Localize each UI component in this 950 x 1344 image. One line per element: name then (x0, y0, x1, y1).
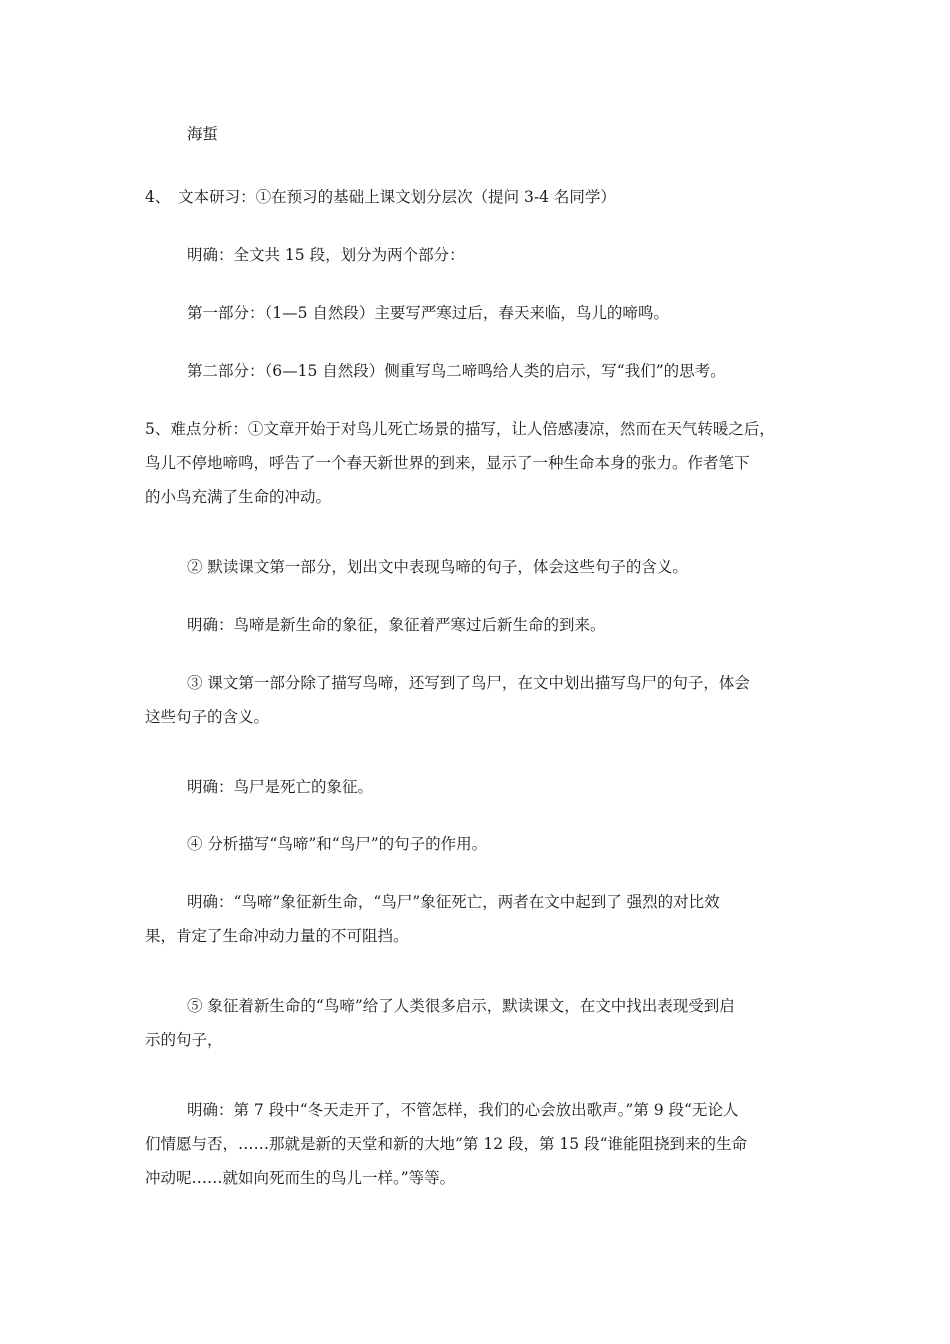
text-line: 明确：全文共 15 段，划分为两个部分： (187, 246, 465, 264)
paragraph-answer-quotes (145, 1093, 810, 1195)
paragraph-answer-contrast (145, 885, 810, 953)
text-line: 第二部分：（6—15 自然段）侧重写鸟二啼鸣给人类的启示，写“我们”的思考。 (187, 362, 726, 380)
text-line: 明确：鸟啼是新生命的象征，象征着严寒过后新生命的到来。 (187, 616, 606, 634)
text-line: ⑤ 象征着新生命的“鸟啼”给了人类很多启示，默读课文，在文中找出表现受到启 (187, 997, 735, 1015)
paragraph-difficulty-analysis (145, 412, 810, 514)
text-line: 果，肯定了生命冲动力量的不可阻挡。 (145, 927, 409, 945)
text-line: 明确：鸟尸是死亡的象征。 (187, 778, 374, 796)
paragraph-task-three (145, 666, 810, 734)
text-line: 明确：第 7 段中“冬天走开了，不管怎样，我们的心会放出歌声。”第 9 段“无论人 (187, 1101, 739, 1119)
text-line: 海蜇 (187, 125, 219, 143)
text-line: 们情愿与否，……那就是新的天堂和新的大地”第 12 段，第 15 段“谁能阻挠到来的生命 (145, 1135, 748, 1153)
paragraph-part-two (145, 354, 810, 388)
paragraph-task-two (145, 550, 810, 584)
text-line: 第一部分：（1—5 自然段）主要写严寒过后，春天来临，鸟儿的啼鸣。 (187, 304, 669, 322)
paragraph-task-four (145, 827, 810, 861)
paragraph-text-study (145, 180, 810, 214)
paragraph-jellyfish (145, 117, 810, 151)
paragraph-answer-bird-song (145, 608, 810, 642)
text-line: 4、 文本研习：①在预习的基础上课文划分层次（提问 3-4 名同学） (145, 188, 616, 206)
text-line: ② 默读课文第一部分，划出文中表现鸟啼的句子，体会这些句子的含义。 (187, 558, 688, 576)
paragraph-answer-bird-corpse (145, 770, 810, 804)
paragraph-task-five (145, 989, 810, 1057)
text-line: ④ 分析描写“鸟啼”和“鸟尸”的句子的作用。 (187, 835, 488, 853)
paragraph-part-one (145, 296, 810, 330)
text-line: 的小鸟充满了生命的冲动。 (145, 488, 332, 506)
text-line: 示的句子， (145, 1031, 223, 1049)
text-line: ③ 课文第一部分除了描写鸟啼，还写到了鸟尸，在文中划出描写鸟尸的句子，体会 (187, 674, 750, 692)
text-line: 鸟儿不停地啼鸣，呼告了一个春天新世界的到来，显示了一种生命本身的张力。作者笔下 (145, 454, 750, 472)
text-line: 这些句子的含义。 (145, 708, 270, 726)
text-line: 5、难点分析：①文章开始于对鸟儿死亡场景的描写，让人倍感凄凉，然而在天气转暖之后， (145, 420, 775, 438)
text-line: 冲动呢……就如向死而生的鸟儿一样。”等等。 (145, 1169, 456, 1187)
paragraph-answer-sections (145, 238, 810, 272)
text-line: 明确：“鸟啼”象征新生命，“鸟尸”象征死亡，两者在文中起到了 强烈的对比效 (187, 893, 720, 911)
